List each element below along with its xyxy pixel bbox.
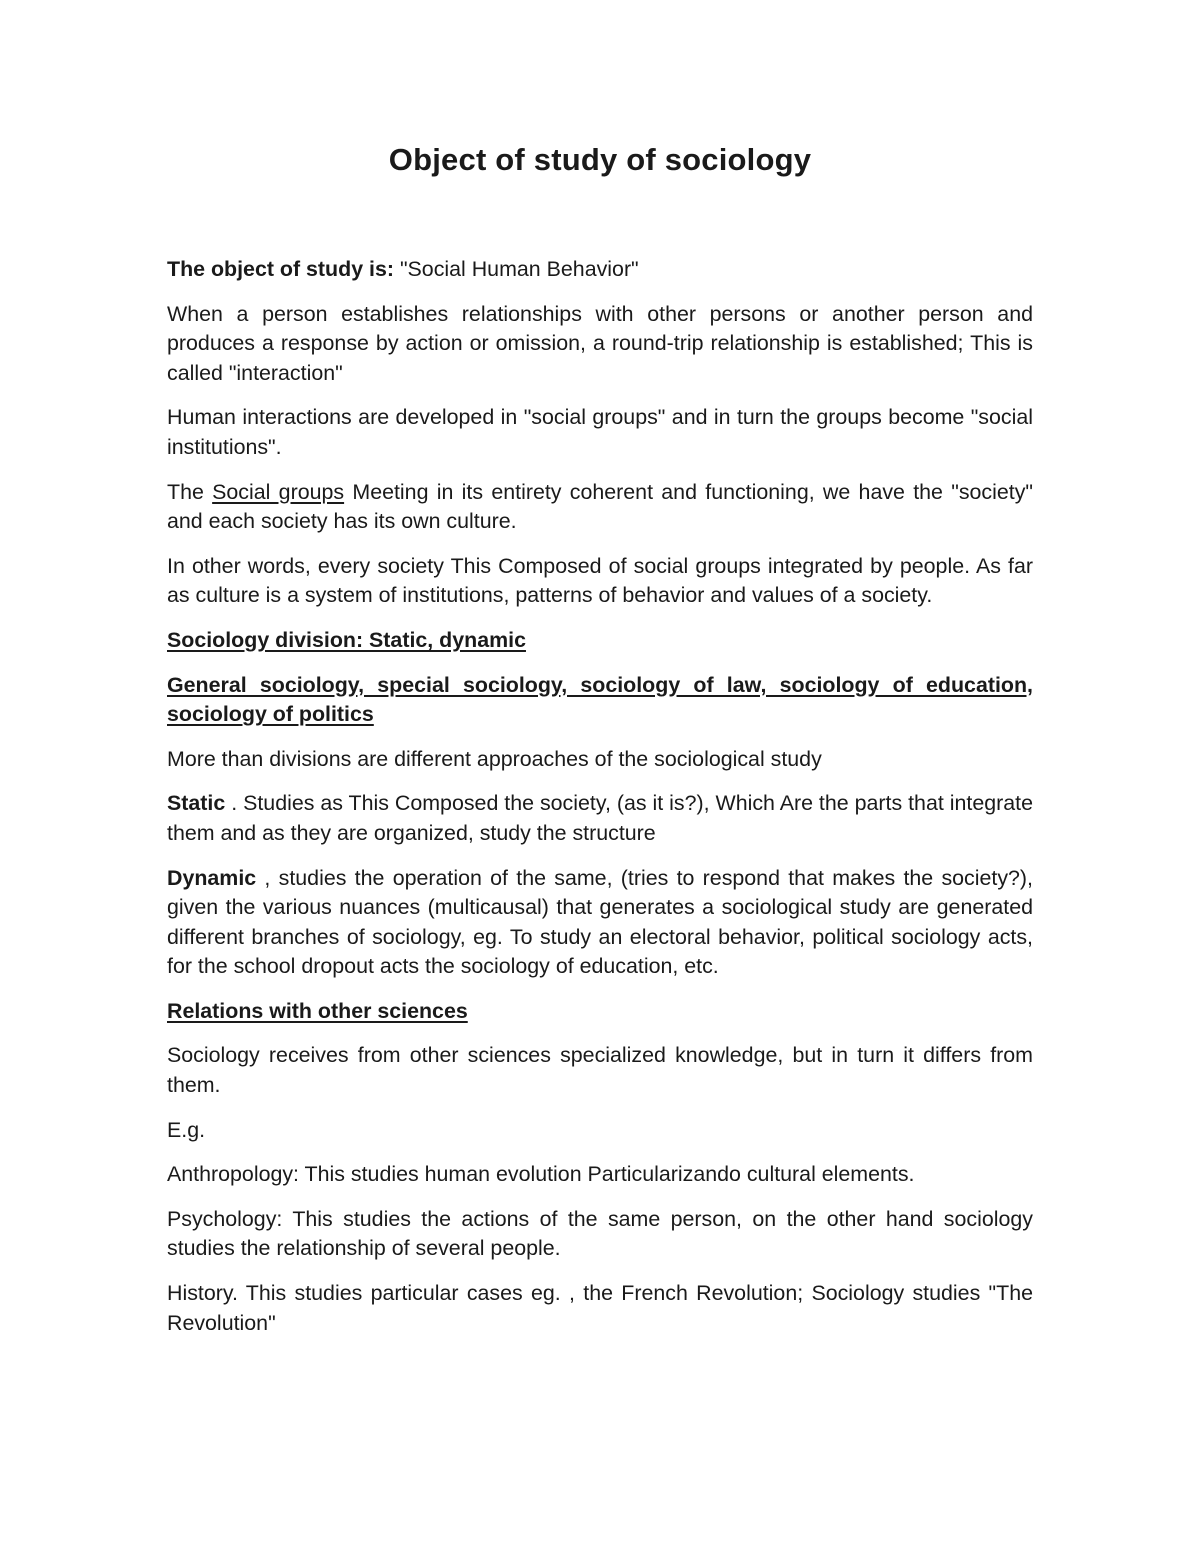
society-prefix: The bbox=[167, 479, 213, 504]
paragraph-eg: E.g. bbox=[167, 1117, 206, 1142]
heading-sociology-branches: General sociology, special sociology, sociology of law, sociology of education, sociology of politics bbox=[167, 672, 1033, 727]
paragraph-anthropology: Anthropology: This studies human evolution Particularizando cultural elements. bbox=[167, 1162, 915, 1187]
static-text: . Studies as This Composed the society, (as it is?), Which Are the parts that integrate them and as they are organized, study the structure bbox=[167, 791, 1033, 845]
paragraph-culture: In other words, every society This Composed of social groups integrated by people. As far as culture is a system of institutions, patterns of behavior and values of a society. bbox=[167, 553, 1033, 608]
paragraph-dynamic bbox=[167, 864, 1033, 982]
paragraph-society bbox=[167, 478, 1033, 537]
paragraph-social-groups: Human interactions are developed in "social groups" and in turn the groups become "social institutions". bbox=[167, 405, 1033, 459]
dynamic-label: Dynamic bbox=[167, 865, 257, 890]
paragraph-approaches: More than divisions are different approaches of the sociological study bbox=[167, 746, 822, 771]
paragraph-psychology: Psychology: This studies the actions of the same person, on the other hand sociology studies the relationship of several people. bbox=[167, 1206, 1033, 1261]
static-label: Static bbox=[167, 791, 226, 816]
paragraph-interaction: When a person establishes relationships with other persons or another person and produces a response by action or omission, a round-trip relationship is established; This is called "interaction" bbox=[167, 301, 1033, 385]
dynamic-text: , studies the operation of the same, (tries to respond that makes the society?), given the various nuances (multicausal) that generates a sociological study are generated different branches of sociology, eg. To study an electoral behavior, political sociology acts, for the school dropout acts the sociology of education, etc. bbox=[167, 865, 1033, 979]
heading-sociology-division: Sociology division: Static, dynamic bbox=[167, 627, 526, 652]
object-of-study-value: "Social Human Behavior" bbox=[394, 257, 639, 281]
paragraph-static bbox=[167, 789, 1033, 848]
page-title: Object of study of sociology bbox=[388, 142, 812, 177]
social-groups-link[interactable]: Social groups bbox=[212, 479, 345, 504]
paragraph-history: History. This studies particular cases eg. , the French Revolution; Sociology studies "The Revolution" bbox=[167, 1281, 1033, 1335]
society-rest: Meeting in its entirety coherent and functioning, we have the "society" and each society has its own culture. bbox=[167, 479, 1033, 534]
document-body bbox=[167, 255, 1033, 1353]
paragraph-object-of-study bbox=[167, 255, 1033, 285]
object-of-study-label: The object of study is: bbox=[167, 257, 394, 281]
heading-relations: Relations with other sciences bbox=[167, 998, 468, 1023]
paragraph-other-sciences: Sociology receives from other sciences specialized knowledge, but in turn it differs from them. bbox=[167, 1043, 1033, 1098]
